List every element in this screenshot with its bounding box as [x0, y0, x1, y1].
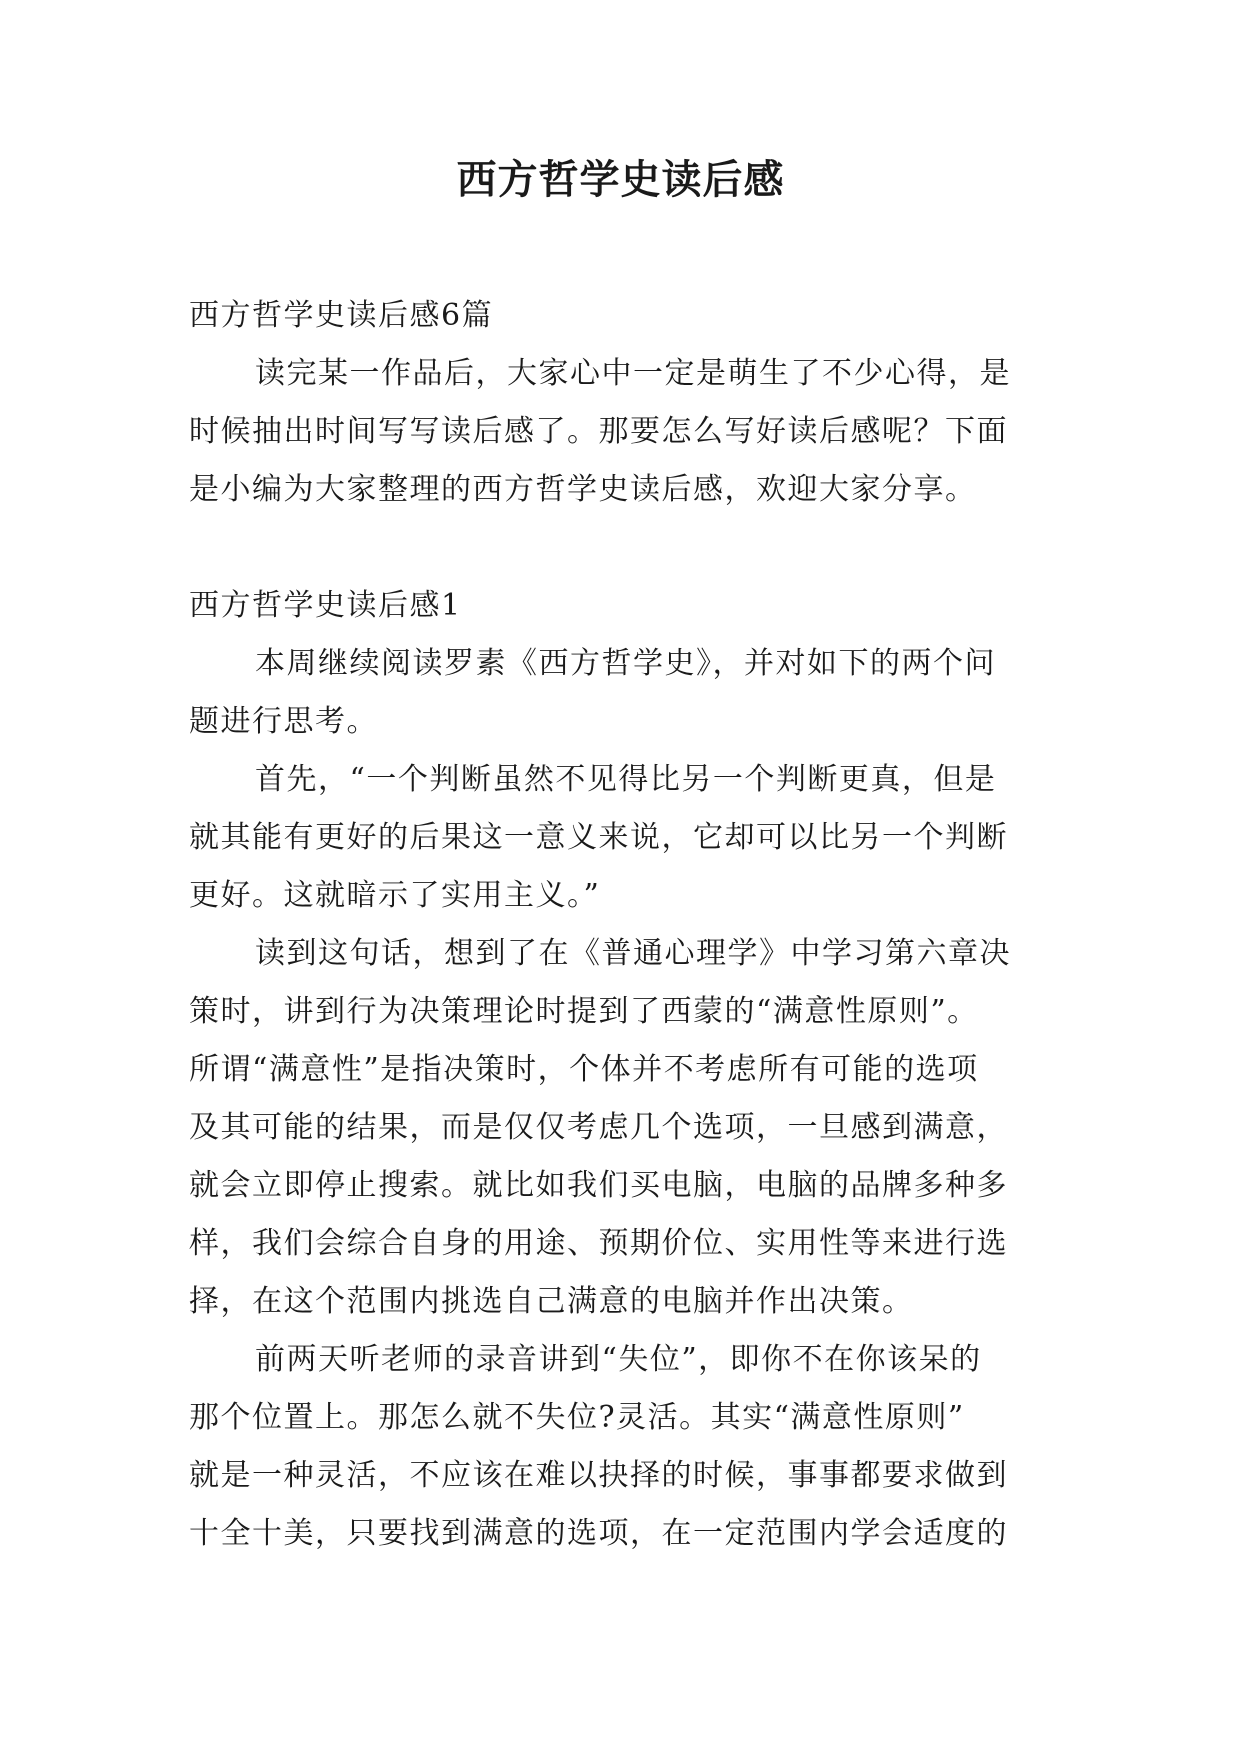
- subtitle: 西方哲学史读后感6篇: [189, 298, 494, 333]
- paragraph-line: 十全十美，只要找到满意的选项，在一定范围内学会适度的: [189, 1516, 1008, 1551]
- paragraph-line: 那个位置上。那怎么就不失位?灵活。其实“满意性原则”: [189, 1400, 965, 1435]
- paragraph-line: 就其能有更好的后果这一意义来说，它却可以比另一个判断: [189, 820, 1008, 855]
- paragraph-line: 是小编为大家整理的西方哲学史读后感，欢迎大家分享。: [189, 472, 977, 507]
- paragraph-line: 读完某一作品后，大家心中一定是萌生了不少心得，是: [255, 356, 1011, 391]
- paragraph-3: [189, 925, 1064, 1331]
- document-title: 西方哲学史读后感: [456, 156, 785, 203]
- paragraph-line: 读到这句话，想到了在《普通心理学》中学习第六章决: [255, 936, 1011, 971]
- paragraph-line: 更好。这就暗示了实用主义。”: [189, 878, 601, 913]
- paragraph-2: [189, 751, 1064, 925]
- spacer: [189, 519, 1064, 577]
- paragraph-line: 就是一种灵活，不应该在难以抉择的时候，事事都要求做到: [189, 1458, 1008, 1493]
- paragraph-1: [189, 635, 1064, 751]
- document-body: [189, 287, 1064, 1563]
- paragraph-4: [189, 1331, 1064, 1563]
- paragraph-line: 择，在这个范围内挑选自己满意的电脑并作出决策。: [189, 1284, 914, 1319]
- paragraph-line: 首先，“一个判断虽然不见得比另一个判断更真，但是: [255, 762, 997, 797]
- section-heading: 西方哲学史读后感1: [189, 588, 462, 623]
- paragraph-line: 策时，讲到行为决策理论时提到了西蒙的“满意性原则”。: [189, 994, 979, 1029]
- paragraph-line: 所谓“满意性”是指决策时，个体并不考虑所有可能的选项: [189, 1052, 979, 1087]
- paragraph-line: 时候抽出时间写写读后感了。那要怎么写好读后感呢？下面: [189, 414, 1008, 449]
- paragraph-line: 前两天听老师的录音讲到“失位”，即你不在你该呆的: [255, 1342, 982, 1377]
- paragraph-line: 及其可能的结果，而是仅仅考虑几个选项，一旦感到满意，: [189, 1110, 1008, 1145]
- intro-paragraph: [189, 345, 1064, 519]
- paragraph-line: 样，我们会综合自身的用途、预期价位、实用性等来进行选: [189, 1226, 1008, 1261]
- paragraph-line: 题进行思考。: [189, 704, 378, 739]
- paragraph-line: 本周继续阅读罗素《西方哲学史》，并对如下的两个问: [255, 646, 996, 681]
- paragraph-line: 就会立即停止搜索。就比如我们买电脑，电脑的品牌多种多: [189, 1168, 1008, 1203]
